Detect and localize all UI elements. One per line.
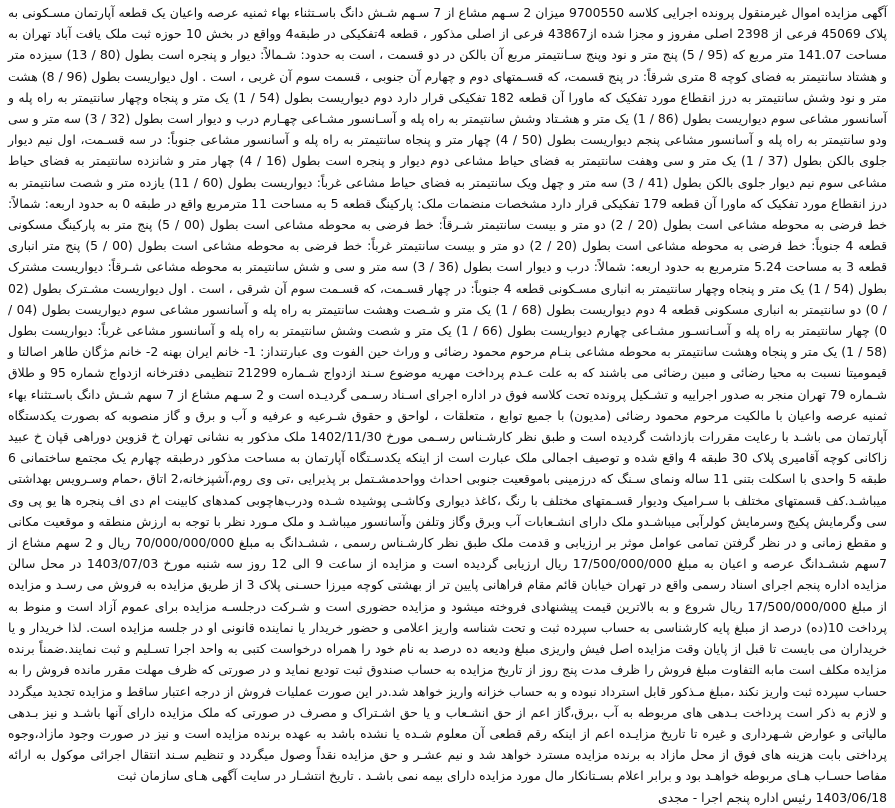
notice-footer-date-signature: 1403/06/18 رئیس اداره پنجم اجرا - مجدی: [657, 789, 887, 805]
notice-body-text: آگهی مزایده اموال غیرمنقول پرونده اجرایی کلاسه 9700550 میزان 2 سـهم مشاع از 7 سـهم شـش دانگ باسـتثناء بهاء ثمنیه عرصه واعیان یک قطعه آپارتمان مسـکونی به پلاک 45069 فرعی از 2398 اصلی مفروز و مجزا شده از43867 فرعی از اصلی مذکور ، قطعه 4تفکیکی در طبقه4 وواقع در بخش 10 حوزه ثبت ملک یافت آباد تهران به مساحت 141.07 متر مربع که (95 / 5) پنج متر و نود وپنج سـانتیمتر مربع آن بالکن در دو قسمت ، است به حدود: شـمالاً: دیوار و پنجره است بطول (80 / 13) سیزده متر و هشتاد سانتیمتر به فضای کوچه 8 متری شرقاً: در پنج قسمت، که قسـمتهای دوم و چهارم آن جنوبی ، قسمت سوم آن غربی ، است . اول دیواریست بطول (96 / 8) هشت متر و نود وشش سانتیمتر به درز انقطاع مورد تفکیک که ماورا آن قطعه 182 تفکیکی قرار دارد دوم دیواریست بطول (54 / 1) یک متر و پنجاه وچهار سانتیمتر به راه پله و آسانسور مشاعی سوم دیواریست بطول (86 / 1) یک متر و هشـتاد وشش سانتیمتر به راه پله و آسـانسور مشـاعی چهـارم درب و دیوار است بطول (32 / 3) سه متر و سی ودو سانتیمتر به راه پله و آسانسور مشاعی پنجم دیواریست بطول (50 / 4) چهار متر و پنجاه سانتیمتر به راه پله و آسانسور مشاعی جنوباً: در سه قسـمت، اول نیم دیوار جلوی بالکن بطول (37 / 1) یک متر و سی وهفت سانتیمتر به فضای حیاط مشاعی دوم دیوار و پنجره است بطول (16 / 4) چهار متر و شانزده سانتیمتر به فضای حیاط مشاعی سوم نیم دیوار جلوی بالکن بطول (41 / 3) سه متر و چهل ویک سانتیمتر به فضای حیاط مشاعی غرباً: دیواریست بطول (60 / 11) یازده متر و شصت سانتیمتر به درز انقطاع مورد تفکیک که ماورا آن قطعه 179 تفکیکی قرار دارد مشخصات منضمات ملک: پارکینگ قطعه 5 به مساحت 11 مترمربع واقع در طبقه 0 به حدود اربعه: شمالاً: خط فرضی به محوطه مشاعی است بطول (20 / 2) دو متر و بیست سانتیمتر شـرقاً: خط فرضی به محوطه مشاعی است بطول (00 / 5) پنج متر به پارکینگ مسکونی قطعه 4 جنوباً: خط فرضی به محوطه مشاعی است بطول (20 / 2) دو متر و بیست سانتیمتر غرباً: خط فرضی به محوطه مشاعی است بطول (00 / 5) پنج متر انباری قطعه 3 به مساحت 5.24 مترمربع به حدود اربعه: شمالاً: درب و دیوار است بطول (36 / 3) سه متر و سی و شش سانتیمتر به محوطه مشاعی شـرقاً: دیواریست مشترک بطول (54 / 1) یک متر و پنجاه وچهار سانتیمتر به انباری مسـکونی قطعه 4 جنوباً: در چهار قسـمت، که قسـمت سوم آن شرقی ، است . اول دیواریست مشـترک بطول (02 / 0) دو سانتیمتر به انباری مسکونی قطعه 4 دوم دیواریست بطول (68 / 1) یک متر و شـصت وهشت سانتیمتر به راه پله و آسانسور مشاعی سوم دیواریست بطول (04 / 0) چهار سانتیمتر به راه پله و آسـانسـور مشـاعی چهارم دیواریست بطول (66 / 1) یک متر و شصت وشش سانتیمتر به راه پله و آسانسور مشاعی غرباً: دیواریست بطول (58 / 1) یک متر و پنجاه وهشت سانتیمتر به محوطه مشاعی بنـام مرحوم محمود رضائی و وراث حین الفوت وی عبارتنداز: 1- خانم ایران بهنه 2- خانم مژگان طاهر اصالتا و قیمومیتا نسبت به محیا رضائی و مبین رضائی می باشند که به علت عـدم پرداخت مهریه موضوع سـند ازدواج شـماره 21299 تنظیمی دفترخانه ازدواج شماره 95 و طلاق شـماره 79 تهران منجر به صدور اجراییه و تشـکیل پرونده تحت کلاسه فوق در اداره اجرای اسـناد رسـمی گردیـده است و 2 سـهم مشاع از 7 سهم شـش دانگ باسـتثناء بهاء ثمنیه عرصه واعیان با مالکیت مرحوم محمود رضائی (مدیون) با جمیع توابع ، متعلقات ، لواحق و حقوق شـرعیه و عرفیه و آب و برق و گاز منصوبه که بصورت یکدستگاه آپارتمان می باشـد با رعایت مقررات بازداشت گردیده است و طبق نظر کارشـناس رسـمی مورخ 1402/11/30 ملک مذکور به نشانی تهران خ قزوین دوراهی قپان خ عبید زاکانی کوچه آقامیری پلاک 30 طبقه 4 واقع شده و توصیف اجمالی ملک عبارت است از اینکه یکدسـتگاه آپارتمان به مساحت مذکور درطبقه چهارم یک مجتمع ساختمانی 6 طبقه 5 واحدی با اسکلت بتنی 11 ساله ونمای سـنگ که درزمینی باموقعیت جنوبی احداث وواحدمشـتمل بر پذیرایی ،تی وی روم،آشپزخانه،2 اتاق ،حمام وسـرویس بهداشتی میباشـد.کف قسمتهای مختلف با سـرامیک ودیوار قسـمتهای مختلف با رنگ ،کاغذ دیواری وکاشـی پوشیده شـده ودرب‌هاچوبی کمدهای کابینت ام دی اف پنجره ها یو پی وی سی وگرمایش پکیج وسرمایش کولرآبی میباشـدو ملک دارای انشـعابات آب وبرق وگاز وتلفن وآسانسور میباشـد و ملک مـورد نظر با توجه به ارزش منطقه و موقعیت مکانی و مقطع زمانی و در نظر گرفتن تمامی عوامل موثر بر ارزیابی و قدمت ملک طبق نظر کارشـناس رسمی ، ششـدانگ به مبلغ 70/000/000/000 ریال و 2 سهم مشاع از 7سهم ششـدانگ عرصه و اعیان به مبلغ 17/500/000/000 ریال ارزیابی گردیده است و مزایده از ساعت 9 الی 12 روز سه شنبه مورخ 1403/07/03 در محل سالن مزایده اداره پنجم اجرای اسناد رسمی واقع در تهران خیابان قائم مقام فراهانی پایین تر از بهشتی کوچه میرزا حسـنی پلاک 3 از طریق مزایده به فروش می رسـد و مزایده از مبلغ 17/500/000/000 ریال شروع و به بالاترین قیمت پیشنهادی فروخته میشود و مزایده حضوری است و شـرکت درجلسـه مزایده برای عموم آزاد است و منوط به پرداخت 10(ده) درصد از مبلغ پایه کارشناسی به حساب سپرده ثبت و تحت شناسه واریز اعلامی و حضور خریدار یا نماینده قانونی او در جلسه مزایده است. لذا خریدار و یا خریداران می بایست تا قبل از پایان وقت مزایده اصل فیش واریزی مبلغ ودیعه ده درصد به نام خود را همراه درخواست کتبی به واحد اجرا تسـلیم و ثبت نمایند.ضمناً برنده مزایده مکلف است مابه التفاوت مبلغ فروش را ظرف مدت پنج روز از تاریخ مزایده به حساب صندوق ثبت تودیع نماید و در صورتی که ظرف مهلت مقرر مانده فروش را به حساب سپرده ثبت واریز نکند ،مبلغ مـذکور قابل استرداد نبوده و به حساب خزانه واریز خواهد شد.در این صورت عملیات فروش از درجه اعتبار ساقط و مزایده تجدید میگردد و لازم به ذکر است پرداخت بـدهی های مربوطه به آب ،برق،گاز اعم از حق انشـعاب و یا حق اشـتراک و مصرف در صورتی که ملک مزایده دارای آنها باشـد و نیز بـدهی مالیاتی و عوارض شـهرداری و غیره تا تاریخ مزایـده اعم از اینکه رقم قطعی آن معلوم شـده یا نشده باشد به عهده برنده مزایده است و نیز در صورت وجود مازاد،وجوه پرداختی بابت هزینه های فوق از محل مازاد به برنده مزایده مسترد خواهد شد و نیم عشـر و حق مزایده نقداً وصول میگردد و تنظیم سـند انتقال اجرائی موکول به ارائه مفاصا حسـاب هـای مربوطه خواهـد بود و برابر اعلام بسـتانکار مال مورد مزایده دارای بیمه نمی باشـد . تاریخ انتشـار در سایت آگهی هـای سازمان ثبت: [8, 5, 888, 784]
